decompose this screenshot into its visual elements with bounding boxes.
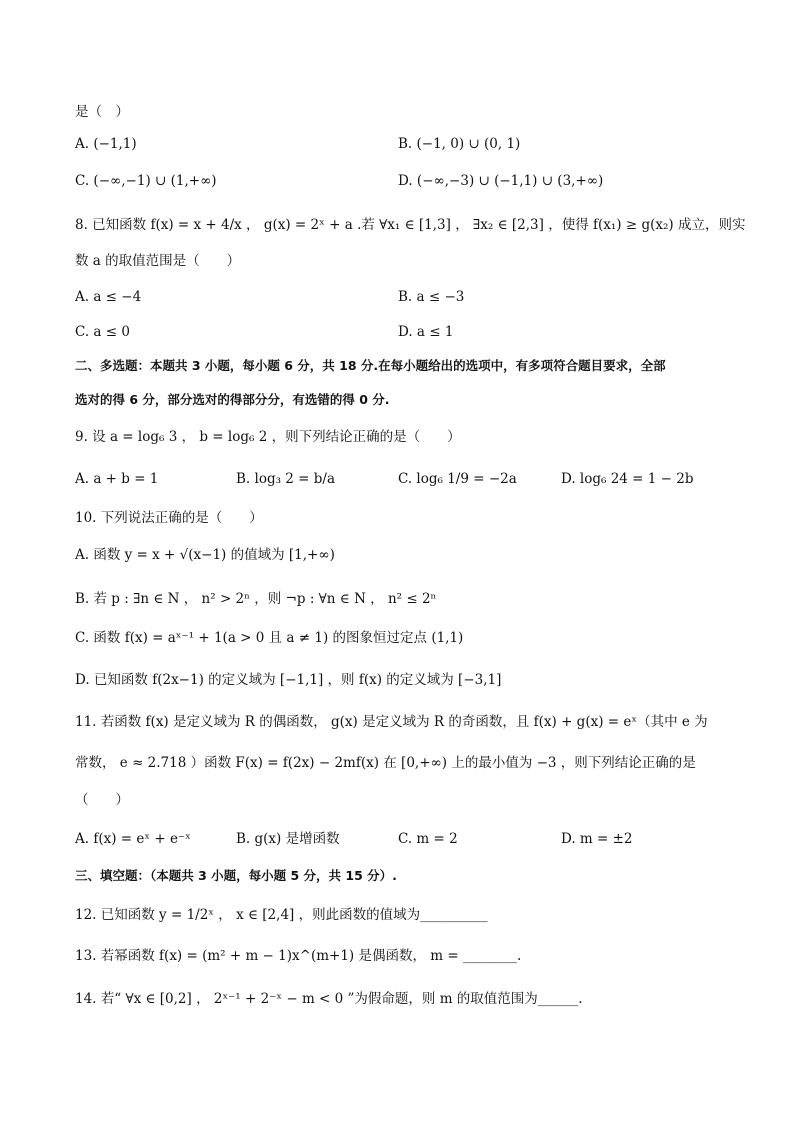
- q7-option-c: C. (−∞,−1) ∪ (1,+∞): [75, 173, 217, 189]
- q8-option-c: C. a ≤ 0: [75, 324, 130, 340]
- q11-option-c: C. m = 2: [398, 831, 458, 847]
- q8-option-a: A. a ≤ −4: [75, 289, 142, 305]
- q8-option-d: D. a ≤ 1: [398, 324, 454, 340]
- q10-option-c: C. 函数 f(x) = aˣ⁻¹ + 1(a > 0 且 a ≠ 1) 的图象恒过定点 (1,1): [75, 630, 464, 646]
- q7-option-b: B. (−1, 0) ∪ (0, 1): [398, 136, 521, 152]
- q7-option-d: D. (−∞,−3) ∪ (−1,1) ∪ (3,+∞): [398, 173, 604, 189]
- section2-heading-line2: 选对的得 6 分，部分选对的得部分分，有选错的得 0 分.: [75, 392, 390, 407]
- q13-text: 13. 若幂函数 f(x) = (m² + m − 1)x^(m+1) 是偶函数， m = ________.: [75, 948, 522, 964]
- q11-option-a: A. f(x) = eˣ + e⁻ˣ: [75, 831, 191, 847]
- section3-heading: 三、填空题：（本题共 3 小题，每小题 5 分，共 15 分）.: [75, 868, 397, 883]
- q7-option-a: A. (−1,1): [75, 136, 137, 152]
- section2-heading-line1: 二、多选题：本题共 3 小题，每小题 6 分，共 18 分.在每小题给出的选项中，有多项符合题目要求，全部: [75, 358, 666, 373]
- q12-text: 12. 已知函数 y = 1/2ˣ ， x ∈ [2,4] ，则此函数的值域为__________: [75, 907, 488, 923]
- q14-text: 14. 若“ ∀x ∈ [0,2] ， 2ˣ⁻¹ + 2⁻ˣ − m < 0 ”为假命题，则 m 的取值范围为______.: [75, 991, 583, 1007]
- q10-stem: 10. 下列说法正确的是（ ）: [75, 510, 263, 526]
- q11-option-b: B. g(x) 是增函数: [236, 831, 340, 847]
- q9-option-d: D. log₆ 24 = 1 − 2b: [561, 471, 694, 487]
- q9-option-c: C. log₆ 1/9 = −2a: [398, 471, 517, 487]
- q7-stem-end: 是（ ）: [75, 104, 129, 120]
- q10-option-d: D. 已知函数 f(2x−1) 的定义域为 [−1,1] ，则 f(x) 的定义域为 [−3,1]: [75, 672, 502, 688]
- q8-stem-line1: 8. 已知函数 f(x) = x + 4/x ， g(x) = 2ˣ + a .若 ∀x₁ ∈ [1,3] ， ∃x₂ ∈ [2,3] ，使得 f(x₁) ≥ g(x₂) 成立，则实: [75, 217, 746, 233]
- q11-stem-line3: （ ）: [75, 792, 129, 808]
- q9-option-b: B. log₃ 2 = b/a: [236, 471, 336, 487]
- q11-stem-line2: 常数， e ≈ 2.718 ）函数 F(x) = f(2x) − 2mf(x) 在 [0,+∞) 上的最小值为 −3 ，则下列结论正确的是: [75, 755, 696, 771]
- q11-stem-line1: 11. 若函数 f(x) 是定义域为 R 的偶函数， g(x) 是定义域为 R 的奇函数，且 f(x) + g(x) = eˣ（其中 e 为: [75, 714, 708, 730]
- q11-option-d: D. m = ±2: [561, 831, 633, 847]
- q10-option-b: B. 若 p : ∃n ∈ N ， n² > 2ⁿ ，则 ¬p : ∀n ∈ N ， n² ≤ 2ⁿ: [75, 591, 437, 607]
- q10-option-a: A. 函数 y = x + √(x−1) 的值域为 [1,+∞): [75, 547, 335, 563]
- q8-option-b: B. a ≤ −3: [398, 289, 465, 305]
- q8-stem-line2: 数 a 的取值范围是（ ）: [75, 253, 241, 269]
- q9-stem: 9. 设 a = log₆ 3 ， b = log₆ 2 ，则下列结论正确的是（ ）: [75, 429, 461, 445]
- q9-option-a: A. a + b = 1: [75, 471, 159, 487]
